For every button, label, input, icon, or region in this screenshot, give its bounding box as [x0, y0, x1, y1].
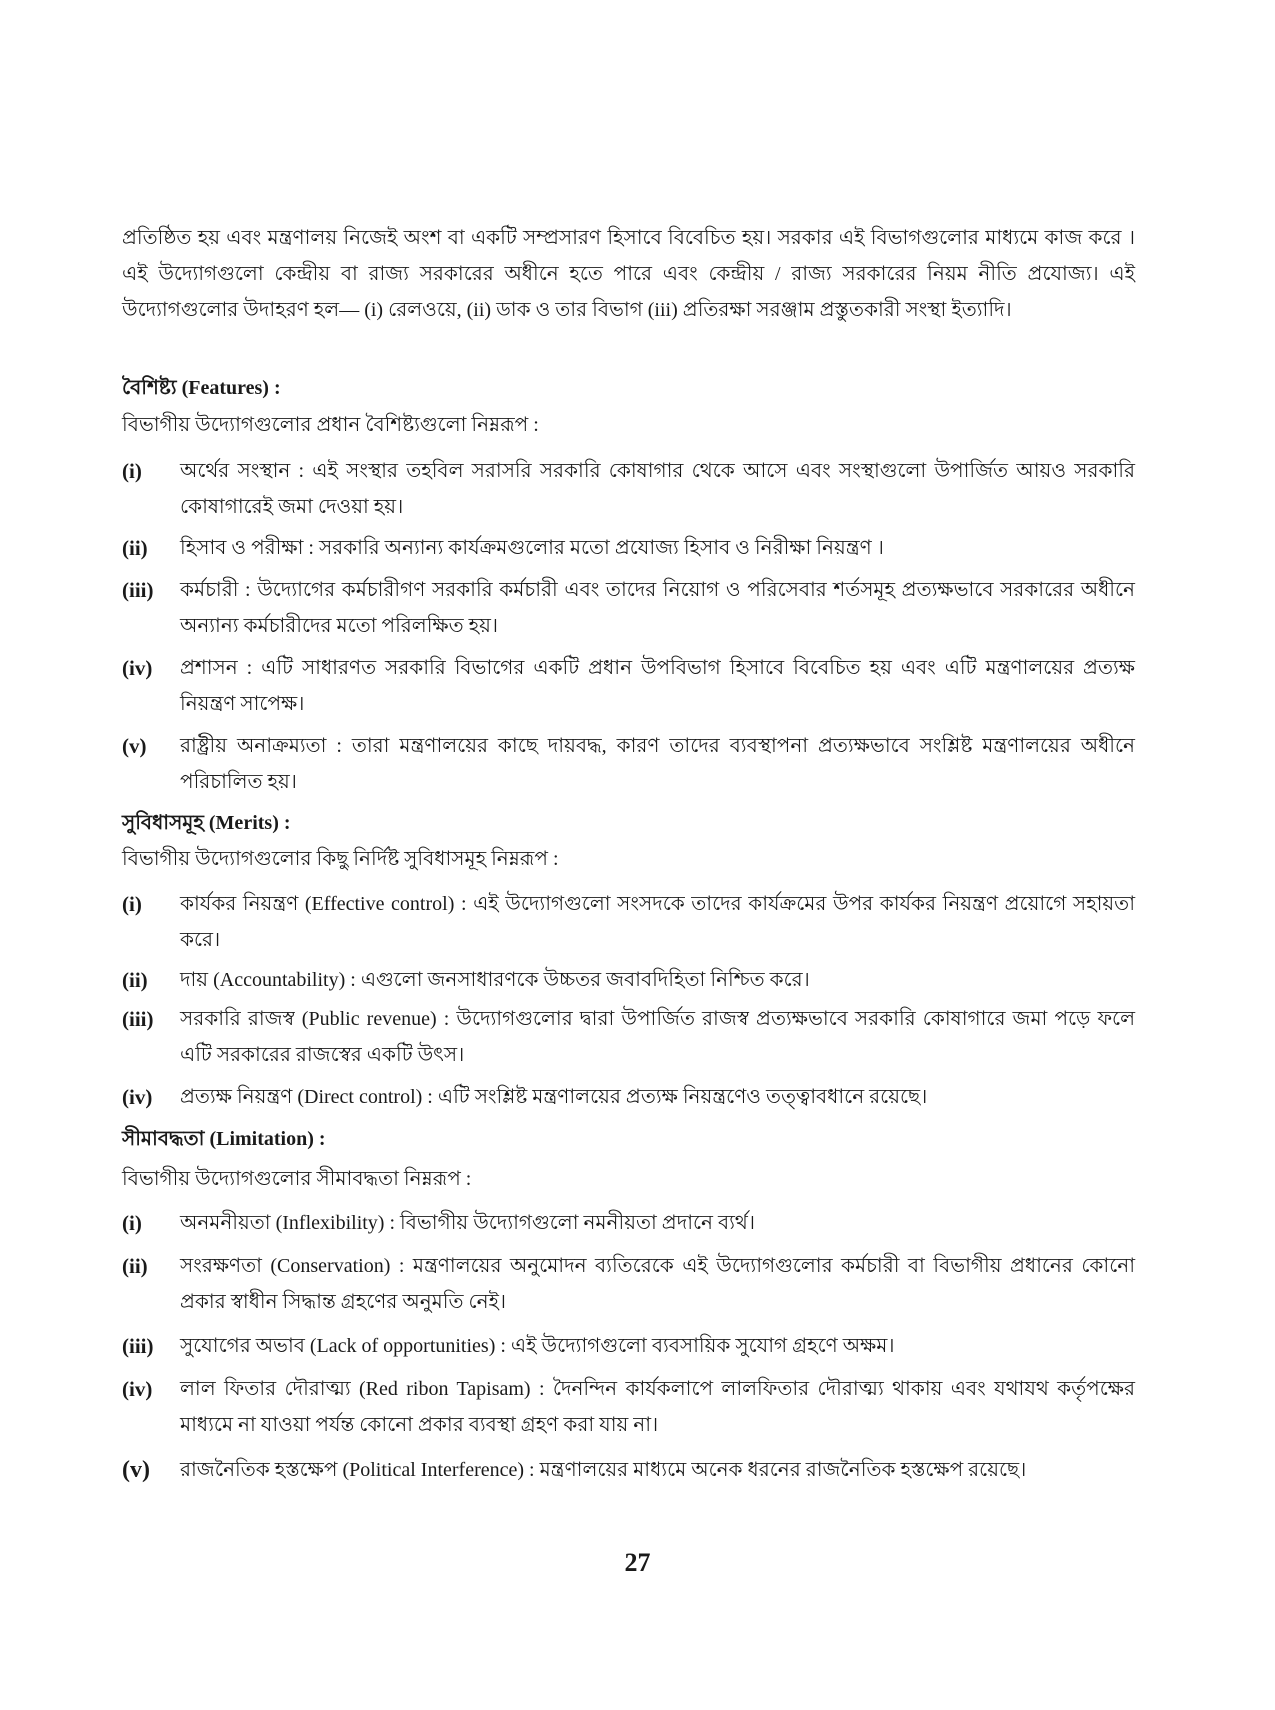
item-label: (ii): [122, 1254, 148, 1278]
item-label: (iv): [122, 1377, 153, 1401]
limitation-heading: সীমাবদ্ধতা (Limitation) :: [122, 1128, 326, 1150]
item-label: (iii): [122, 1334, 154, 1358]
features-intro: বিভাগীয় উদ্যোগগুলোর প্রধান বৈশিষ্ট্যগুলো নিম্নরূপ :: [122, 414, 539, 436]
item-label: (iv): [122, 656, 153, 680]
item-text: প্রশাসন : এটি সাধারণত সরকারি বিভাগের একটি প্রধান উপবিভাগ হিসাবে বিবেচিত হয় এবং এটি মন্ত্রণালয়ের প্রত্যক্ষ নিয়ন্ত্রণ সাপেক্ষ।: [180, 657, 1135, 715]
item-label: (iii): [122, 578, 154, 602]
page-number: 27: [624, 1548, 651, 1577]
limitation-list: [122, 1205, 1135, 1488]
item-text: দায় (Accountability) : এগুলো জনসাধারণকে উচ্চতর জবাবদিহিতা নিশ্চিত করে।: [180, 969, 810, 991]
item-text: রাজনৈতিক হস্তক্ষেপ (Political Interference) : মন্ত্রণালয়ের মাধ্যমে অনেক ধরনের রাজনৈতিক হস্তক্ষেপ রয়েছে।: [180, 1459, 1027, 1481]
list-item: [122, 650, 1135, 722]
item-label: (iv): [122, 1085, 153, 1109]
item-label: (i): [122, 1211, 142, 1235]
features-heading: বৈশিষ্ট্য (Features) :: [122, 377, 281, 399]
item-label: (ii): [122, 968, 148, 992]
limitation-intro: বিভাগীয় উদ্যোগগুলোর সীমাবদ্ধতা নিম্নরূপ :: [122, 1168, 472, 1190]
list-item: [122, 453, 1135, 525]
list-item: [122, 572, 1135, 644]
list-item: [122, 962, 1135, 998]
item-label: (iii): [122, 1007, 154, 1031]
list-item: [122, 886, 1135, 958]
list-item: [122, 1001, 1135, 1073]
features-list: [122, 453, 1135, 800]
list-item: [122, 1328, 1135, 1364]
list-item: [122, 1452, 1135, 1488]
item-label: (i): [122, 459, 142, 483]
item-text: অনমনীয়তা (Inflexibility) : বিভাগীয় উদ্যোগগুলো নমনীয়তা প্রদানে ব্যর্থ।: [180, 1212, 756, 1234]
item-label: (v): [122, 734, 147, 758]
item-text: রাষ্ট্রীয় অনাক্রম্যতা : তারা মন্ত্রণালয়ের কাছে দায়বদ্ধ, কারণ তাদের ব্যবস্থাপনা প্রত্যক্ষভাবে সংশ্লিষ্ট মন্ত্রণালয়ের অধীনে পরিচালিত হয়।: [180, 735, 1135, 793]
list-item: [122, 1079, 1135, 1115]
item-text: সরকারি রাজস্ব (Public revenue) : উদ্যোগগুলোর দ্বারা উপার্জিত রাজস্ব প্রত্যক্ষভাবে সরকারি কোষাগারে জমা পড়ে ফলে এটি সরকারের রাজস্বের একটি উৎস।: [180, 1008, 1135, 1066]
item-label: (ii): [122, 536, 148, 560]
item-text: সংরক্ষণতা (Conservation) : মন্ত্রণালয়ের অনুমোদন ব্যতিরেকে এই উদ্যোগগুলোর কর্মচারী বা বিভাগীয় প্রধানের কোনো প্রকার স্বাধীন সিদ্ধান্ত গ্রহণের অনুমতি নেই।: [180, 1255, 1135, 1313]
item-text: অর্থের সংস্থান : এই সংস্থার তহবিল সরাসরি সরকারি কোষাগার থেকে আসে এবং সংস্থাগুলো উপার্জিত আয়ও সরকারি কোষাগারেই জমা দেওয়া হয়।: [180, 460, 1135, 518]
item-text: প্রত্যক্ষ নিয়ন্ত্রণ (Direct control) : এটি সংশ্লিষ্ট মন্ত্রণালয়ের প্রত্যক্ষ নিয়ন্ত্রণেও তত্ত্বাবধানে রয়েছে।: [180, 1086, 928, 1108]
list-item: [122, 1248, 1135, 1320]
list-item: [122, 728, 1135, 800]
item-text: লাল ফিতার দৌরাত্ম্য (Red ribon Tapisam) : দৈনন্দিন কার্যকলাপে লালফিতার দৌরাত্ম্য থাকায় এবং যথাযথ কর্তৃপক্ষের মাধ্যমে না যাওয়া পর্যন্ত কোনো প্রকার ব্যবস্থা গ্রহণ করা যায় না।: [180, 1378, 1135, 1436]
item-text: কার্যকর নিয়ন্ত্রণ (Effective control) : এই উদ্যোগগুলো সংসদকে তাদের কার্যক্রমের উপর কার্যকর নিয়ন্ত্রণ প্রয়োগে সহায়তা করে।: [180, 893, 1135, 951]
item-text: হিসাব ও পরীক্ষা : সরকারি অন্যান্য কার্যক্রমগুলোর মতো প্রযোজ্য হিসাব ও নিরীক্ষা নিয়ন্ত্রণ ।: [180, 537, 884, 559]
list-item: [122, 1371, 1135, 1443]
list-item: [122, 1205, 1135, 1241]
merits-heading: সুবিধাসমূহ (Merits) :: [122, 812, 291, 834]
intro-paragraph: প্রতিষ্ঠিত হয় এবং মন্ত্রণালয় নিজেই অংশ বা একটি সম্প্রসারণ হিসাবে বিবেচিত হয়। সরকার এই বিভাগগুলোর মাধ্যমে কাজ করে । এই উদ্যোগগুলো কেন্দ্রীয় বা রাজ্য সরকারের অধীনে হতে পারে এবং কেন্দ্রীয় / রাজ্য সরকারের নিয়ম নীতি প্রযোজ্য। এই উদ্যোগগুলোর উদাহরণ হল— (i) রেলওয়ে, (ii) ডাক ও তার বিভাগ (iii) প্রতিরক্ষা সরঞ্জাম প্রস্তুতকারী সংস্থা ইত্যাদি।: [122, 227, 1135, 321]
item-label: (v): [122, 1457, 150, 1483]
item-label: (i): [122, 892, 142, 916]
item-text: সুযোগের অভাব (Lack of opportunities) : এই উদ্যোগগুলো ব্যবসায়িক সুযোগ গ্রহণে অক্ষম।: [180, 1335, 895, 1357]
merits-list: [122, 886, 1135, 1115]
list-item: [122, 530, 1135, 566]
merits-intro: বিভাগীয় উদ্যোগগুলোর কিছু নির্দিষ্ট সুবিধাসমূহ নিম্নরূপ :: [122, 848, 559, 870]
item-text: কর্মচারী : উদ্যোগের কর্মচারীগণ সরকারি কর্মচারী এবং তাদের নিয়োগ ও পরিসেবার শর্তসমূহ প্রত্যক্ষভাবে সরকারের অধীনে অন্যান্য কর্মচারীদের মতো পরিলক্ষিত হয়।: [180, 579, 1135, 637]
